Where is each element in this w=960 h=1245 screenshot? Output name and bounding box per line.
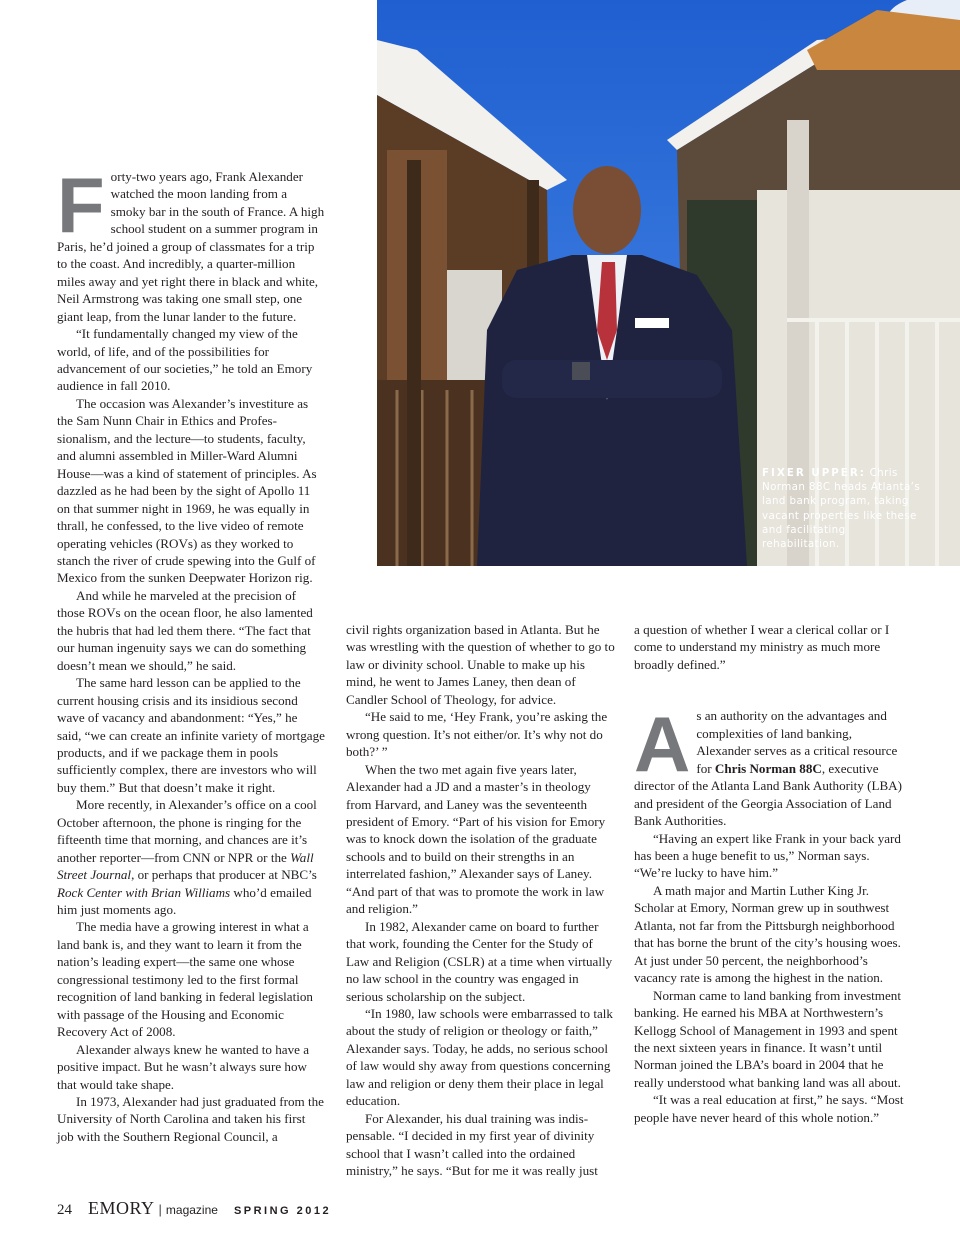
article-column-1 [57, 161, 325, 1145]
col3-p4: A math major and Martin Luther King Jr. Scholar at Emory, Norman grew up in southwest Atlanta, not far from the Pittsburgh neighborhood that has borne the brunt of the city’s housing woes. At just under 50 percent, the neighborhood’s vacancy rate is among the highest in the nation. [634, 882, 901, 986]
page-footer [57, 1198, 331, 1218]
col3-p2c: , executive director of the Atlanta Land Bank Authority (LBA) and president of the Georgia Association of Land Bank Authorities. [634, 760, 902, 829]
col1-p2: “It fundamentally changed my view of the world, of life, and of the possibilities for advancement of our societies,” he told an Emory audience in fall 2010. [57, 326, 313, 394]
col2-p3: When the two met again five years later, Alexander had a JD and a master’s in theology from Harvard, and Laney was the seventeenth president of Emory. “Part of his vision for Emory was to knock down the isolation of the graduate schools and to build on their strengths in an interrelated fashion,” Alexander says of Laney. “And part of that was to promote the work in law and religion.” [346, 761, 606, 917]
col2-p5: “In 1980, law schools were embarrassed to talk about the study of religion or theology or faith,” Alexander says. Today, he adds, no serious school of law would shy away from questions concerning law and religion or deny them their place in legal education. [346, 1005, 613, 1109]
magazine-label: magazine [165, 1203, 218, 1217]
drop-cap-f: F [57, 161, 105, 249]
col1-p6 [57, 796, 325, 918]
rock-center-title: Rock Center with Brian Williams [57, 884, 231, 900]
section-opening-paragraph [634, 700, 906, 829]
col1-p9: In 1973, Alexander had just graduated from the University of North Carolina and taken his first job with the Southern Regional Council, a [57, 1094, 324, 1144]
wsj-title: Wall Street Journal [57, 849, 314, 883]
col1-p1: orty-two years ago, Frank Alexander watched the moon landing from a smoky bar in the south of France. A high school student on a summer program in Paris, he’d joined a group of classmates for a trip to the coast. And incredibly, a quarter-million miles away and yet right there in black and white, Neil Armstrong was taking one small step, one giant leap, from the lunar lander to the future. [57, 169, 325, 324]
chris-norman-name: Chris Norman 88C [714, 760, 822, 776]
col2-p2: “He said to me, ‘Hey Frank, you’re asking the wrong question. It’s not either/or. It’s why not do both?’ ” [346, 709, 608, 760]
caption-lead: FIXER UPPER: [762, 467, 866, 479]
col1-p4: And while he marveled at the precision of those ROVs on the ocean floor, he also lamented the hubris that had led them there. “The fact that our human ingenuity says we can do something doesn’t mean we should,” he said. [57, 587, 313, 673]
col2-p1: civil rights organization based in Atlanta. But he was wrestling with the question of whether to go to law or divinity school. Unable to make up his mind, he went to James Laney, then dean of Candler School of Theology, for advice. [346, 622, 615, 707]
col3-p5: Norman came to land banking from investment banking. He earned his MBA at Northwestern’s Kellogg School of Management in 1993 and spent the next sixteen years in finance. It wasn’t until Norman joined the LBA’s board in 2004 that he really understood what banking land was all about. [634, 987, 901, 1090]
article-column-3 [634, 621, 906, 1126]
col2-p4: In 1982, Alexander came on board to further that work, founding the Center for the Study of Law and Religion (CSLR) at a time when virtually no law school in the country was engaged in serious scholarship on the subject. [346, 918, 613, 1004]
col2-p6: For Alexander, his dual training was indispensable. “I decided in my first year of divinity school that I wasn’t called into the ordained ministry,” he says. “But for me it was really just [346, 1110, 598, 1179]
col1-p6e: who’d emailed him just moments ago. [57, 884, 312, 918]
photo-caption [762, 466, 922, 551]
col1-p6a: More recently, in Alexander’s office on a cool October afternoon, the phone is ringing for the fifteenth time that morning, and chances are it’s another reporter—from CNN or NPR or the [57, 797, 317, 865]
col1-p6c: , or perhaps that producer at NBC’s [131, 867, 317, 883]
col1-p8: Alexander always knew he wanted to have a positive impact. But he wasn’t always sure how that would take shape. [57, 1041, 310, 1092]
logo-divider: | [158, 1202, 162, 1217]
page-number: 24 [57, 1202, 72, 1218]
col3-p1: a question of whether I wear a clerical collar or I come to understand my ministry as much more broadly defined.” [634, 622, 890, 672]
col1-p5: The same hard lesson can be applied to the current housing crisis and its insidious second wave of vacancy and abandonment: “Yes,” he said, “we can create an infinite variety of mortgage products, and if we package them in pools sufficiently complex, there are investors who will buy them.” But that doesn’t make it right. [57, 675, 325, 795]
drop-cap-a: A [634, 700, 691, 789]
opening-paragraph [57, 161, 325, 325]
col1-p3: The occasion was Alexander’s investiture as the Sam Nunn Chair in Ethics and Professionalism, and the lecture—to students, faculty, and alumni assembled in Miller-Ward Alumni House—was a kind of statement of principles. As dazzled as he had been by the sight of Apollo 11 on that summer night in 1969, he was equally in thrall, he confessed, to the live video of remote operating vehicles (ROVs) as they worked to stanch the river of crude spewing into the Gulf of Mexico from the sunken Deepwater Horizon rig. [57, 395, 317, 586]
col3-p3: “Having an expert like Frank in your back yard has been a huge benefit to us,” Norman says. “We’re lucky to have him.” [634, 830, 901, 881]
emory-logo: EMORY [88, 1198, 155, 1218]
col3-p6: “It was a real education at first,” he says. “Most people have never heard of this whole notion.” [634, 1092, 904, 1125]
caption-text: Chris Norman 88C heads Atlanta’s land bank program, taking vacant properties like these and facilitating rehabilitation. [762, 467, 921, 551]
col3-p2a: s an authority on the advantages and complexities of land banking, Alexander serves as a critical resource for [696, 708, 898, 776]
col1-p7: The media have a growing interest in what a land bank is, and they want to learn it from the nation’s leading expert—the same one whose congressional testimony led to the first formal recognition of land banking in federal legislation with passage of the Housing and Economic Recovery Act of 2008. [57, 919, 313, 1040]
issue-season: SPRING 2012 [233, 1205, 332, 1217]
article-column-2 [346, 621, 618, 1180]
